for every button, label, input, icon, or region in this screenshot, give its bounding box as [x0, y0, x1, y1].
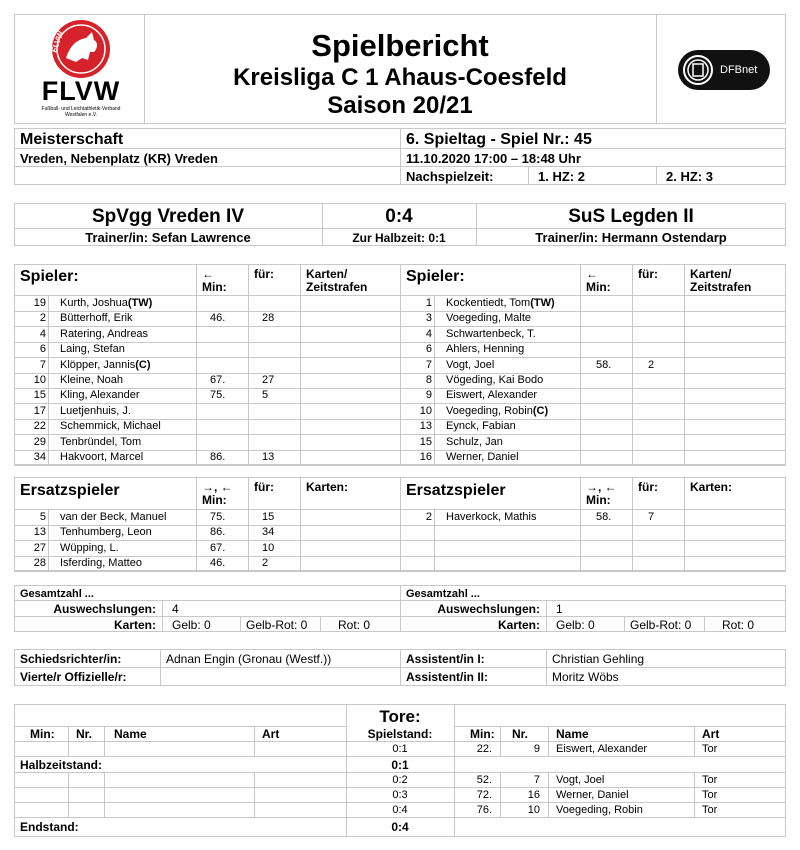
away-yellow-red: Gelb-Rot: 0: [630, 618, 692, 632]
player-name-text: Schemmick, Michael: [60, 420, 161, 433]
player-name: [60, 435, 141, 450]
home-cards-header: Karten/: [306, 267, 348, 281]
player-row: [406, 296, 792, 311]
away-red: Rot: 0: [722, 618, 755, 632]
sub-minute: 86.: [210, 526, 226, 539]
player-number: 10: [33, 374, 46, 386]
player-number: 34: [33, 451, 46, 463]
goal-scorer-number: 7: [533, 774, 540, 786]
player-name-text: Kockentiedt, Tom: [446, 297, 531, 309]
away-goal-name-header: Name: [556, 727, 589, 741]
player-role-tag: (TW): [530, 297, 555, 309]
player-name-text: Laing, Stefan: [60, 343, 125, 356]
home-red: Rot: 0: [338, 618, 371, 632]
svg-text:FLVW: FLVW: [49, 29, 66, 54]
sub-number: 27: [33, 541, 46, 554]
away-penalty-header: Zeitstrafen: [690, 280, 752, 294]
row-divider: [14, 571, 400, 572]
match-datetime: 11.10.2020 17:00 – 18:48 Uhr: [406, 151, 581, 166]
away-cards-count-label: Karten:: [497, 618, 540, 632]
sub-name: van der Beck, Manuel: [60, 511, 167, 523]
goal-scorer-number: 10: [527, 804, 540, 816]
sub-row: [20, 510, 406, 525]
player-row: [20, 450, 406, 465]
away-subs-fuer-header: für:: [638, 480, 658, 494]
player-name-text: Vogt, Joel: [446, 358, 495, 371]
goal-minute: 22.: [476, 743, 492, 755]
home-yellow: Gelb: 0: [172, 618, 211, 632]
away-goal-nr-header: Nr.: [512, 727, 529, 741]
extra-time-label: Nachspielzeit:: [406, 169, 494, 184]
flvw-logo-text: FLVW: [41, 76, 121, 106]
sub-row: [20, 541, 406, 556]
player-number: 6: [39, 343, 46, 356]
player-sub-for: 5: [262, 389, 269, 402]
player-name: [446, 435, 503, 450]
player-name: [60, 404, 131, 419]
goal-minute: 76.: [476, 804, 492, 816]
goal-score-progress: 0:3: [392, 789, 408, 801]
player-number: 9: [425, 389, 432, 402]
player-row: [20, 435, 406, 450]
player-name: [60, 373, 123, 388]
player-name: [446, 373, 543, 388]
sub-row: [20, 525, 406, 540]
row-divider: [400, 556, 786, 557]
player-name: [60, 327, 148, 342]
dfbnet-logo-text: DFBnet: [720, 64, 758, 76]
goal-minute: 52.: [476, 774, 492, 786]
halftime-label: Halbzeitstand:: [20, 758, 103, 772]
player-row: [406, 373, 792, 388]
player-number: 1: [425, 297, 432, 309]
player-row: [406, 358, 792, 373]
player-sub-for: 28: [262, 312, 275, 325]
player-name: [446, 358, 494, 373]
player-name: [446, 404, 548, 419]
player-name-text: Eiswert, Alexander: [446, 389, 538, 402]
player-name-text: Eynck, Fabian: [446, 420, 516, 433]
goal-scorer-name: Voegeding, Robin: [556, 804, 643, 816]
away-goal-min-header: Min:: [470, 727, 495, 741]
player-name: [446, 450, 519, 465]
player-row: [20, 404, 406, 419]
player-row: [406, 450, 792, 465]
assistant2-label: Assistent/in II:: [406, 670, 489, 684]
away-subs-arrows: →, ←: [586, 480, 617, 494]
player-row: [20, 373, 406, 388]
assistant2-name: Moritz Wöbs: [552, 670, 619, 684]
home-goal-nr-header: Nr.: [76, 727, 93, 741]
player-name-text: Hakvoort, Marcel: [60, 451, 144, 463]
player-name: [60, 450, 143, 465]
sub-name: Tenhumberg, Leon: [60, 526, 152, 539]
goal-type: Tor: [702, 789, 718, 801]
player-name-text: Voegeding, Malte: [446, 312, 532, 325]
home-subs-count: 4: [172, 602, 179, 616]
dfb-emblem-icon: [682, 54, 714, 86]
player-number: 4: [425, 327, 432, 340]
row-divider: [400, 525, 786, 526]
player-name-text: Tenbründel, Tom: [60, 435, 142, 448]
player-name-text: Kurth, Joshua: [60, 297, 128, 309]
assistant1-name: Christian Gehling: [552, 652, 645, 666]
sub-number: 2: [425, 511, 432, 523]
season-title: Saison 20/21: [327, 92, 473, 119]
player-row: [20, 342, 406, 357]
flvw-subtext: Fußball- und Leichtathletik-Verband Westfalen e.V.: [41, 106, 121, 118]
player-name-text: Bütterhoff, Erik: [60, 312, 133, 325]
player-name-text: Klöpper, Jannis: [60, 358, 136, 371]
home-yellow-red: Gelb-Rot: 0: [246, 618, 308, 632]
final-label: Endstand:: [20, 820, 79, 834]
player-name-text: Ratering, Andreas: [60, 327, 149, 340]
league-title: Kreisliga C 1 Ahaus-Coesfeld: [233, 64, 567, 91]
home-fuer-header: für:: [254, 267, 274, 281]
player-number: 22: [33, 420, 46, 433]
away-subs-min-header: Min:: [586, 493, 611, 507]
player-sub-minute: 58.: [596, 358, 612, 371]
home-team-name: SpVgg Vreden IV: [91, 206, 245, 227]
home-subs-count-label: Auswechslungen:: [53, 602, 156, 616]
player-name: [446, 419, 516, 434]
home-goal-name-header: Name: [114, 727, 147, 741]
player-name-text: Kleine, Noah: [60, 374, 123, 386]
player-role-tag: (TW): [127, 297, 153, 309]
row-divider: [400, 465, 786, 466]
home-subs-min-header: Min:: [202, 493, 227, 507]
goal-scorer-number: 9: [533, 743, 540, 755]
player-name: [446, 388, 537, 403]
player-name: [60, 388, 140, 403]
row-divider: [400, 540, 786, 541]
sub-number: 28: [33, 557, 46, 570]
fourth-official-label: Vierte/r Offizielle/r:: [20, 670, 127, 684]
player-number: 13: [419, 420, 432, 433]
home-out-arrow: ←: [202, 267, 214, 281]
home-subs-fuer-header: für:: [254, 480, 274, 494]
matchday: 6. Spieltag - Spiel Nr.: 45: [406, 131, 592, 148]
player-name: [446, 327, 536, 342]
sub-row: [406, 510, 792, 525]
player-name: [446, 342, 524, 357]
away-fuer-header: für:: [638, 267, 658, 281]
player-name: [446, 296, 555, 311]
away-goal-art-header: Art: [702, 727, 720, 741]
player-number: 8: [425, 374, 432, 386]
sub-minute: 67.: [210, 541, 226, 554]
sub-minute: 75.: [210, 511, 226, 523]
player-name: [60, 296, 152, 311]
player-name-text: Vögeding, Kai Bodo: [446, 374, 544, 386]
sub-number: 5: [39, 511, 46, 523]
goals-heading: Tore:: [379, 707, 421, 726]
sub-replaces: 15: [262, 511, 275, 523]
sub-minute: 46.: [210, 557, 226, 570]
sub-replaces: 2: [262, 557, 269, 570]
goal-type: Tor: [702, 743, 718, 755]
player-name-text: Schulz, Jan: [446, 435, 503, 448]
player-number: 7: [425, 358, 432, 371]
referee-name: Adnan Engin (Gronau (Westf.)): [166, 652, 332, 666]
player-row: [20, 358, 406, 373]
player-row: [406, 435, 792, 450]
player-row: [20, 296, 406, 311]
player-row: [406, 404, 792, 419]
away-subs-cards-header: Karten:: [690, 480, 733, 494]
sub-row: [20, 556, 406, 571]
player-sub-minute: 75.: [210, 389, 226, 402]
player-name-text: Voegeding, Robin: [446, 404, 533, 417]
player-row: [406, 327, 792, 342]
player-number: 16: [419, 451, 432, 463]
sub-replaces: 34: [262, 526, 275, 539]
sub-name: Isferding, Matteo: [60, 557, 142, 570]
player-number: 3: [425, 312, 432, 325]
away-out-arrow: ←: [586, 267, 598, 281]
home-cards-count-label: Karten:: [113, 618, 156, 632]
player-number: 15: [419, 435, 432, 448]
goal-minute: 72.: [476, 789, 492, 801]
home-goal-min-header: Min:: [30, 727, 55, 741]
away-subs-heading: Ersatzspieler: [406, 482, 506, 499]
player-row: [20, 327, 406, 342]
score-progress-header: Spielstand:: [367, 727, 433, 741]
referee-label: Schiedsrichter/in:: [20, 652, 122, 666]
player-row: [406, 419, 792, 434]
page-title: Spielbericht: [311, 28, 489, 63]
row-divider: [400, 571, 786, 572]
away-min-header: Min:: [586, 280, 611, 294]
halftime-score-value: 0:1: [391, 758, 409, 772]
sub-replaces: 10: [262, 541, 275, 554]
goal-score-progress: 0:4: [392, 804, 408, 816]
player-number: 10: [419, 404, 432, 417]
player-sub-minute: 67.: [210, 374, 226, 386]
player-name: [60, 358, 151, 373]
home-total-heading: Gesamtzahl ...: [20, 588, 94, 600]
extra-time-first-half: 1. HZ: 2: [538, 169, 585, 184]
away-team-name: SuS Legden II: [568, 206, 694, 227]
goal-scorer-number: 16: [527, 789, 540, 801]
row-divider: [14, 465, 400, 466]
player-number: 6: [425, 343, 432, 356]
goal-type: Tor: [702, 804, 718, 816]
competition: Meisterschaft: [20, 131, 124, 148]
player-sub-for: 13: [262, 451, 275, 463]
flvw-logo: [36, 18, 126, 122]
player-name: [60, 419, 161, 434]
sub-name: Wüpping, L.: [60, 541, 119, 554]
goal-scorer-name: Werner, Daniel: [556, 789, 629, 801]
player-number: 15: [33, 389, 46, 402]
player-row: [20, 388, 406, 403]
goal-scorer-name: Vogt, Joel: [556, 774, 605, 786]
player-row: [20, 419, 406, 434]
sub-name: Haverkock, Mathis: [446, 511, 537, 523]
away-yellow: Gelb: 0: [556, 618, 595, 632]
away-coach: Trainer/in: Hermann Ostendarp: [535, 230, 727, 245]
away-subs-count: 1: [556, 602, 563, 616]
player-row: [406, 311, 792, 326]
player-sub-minute: 86.: [210, 451, 226, 463]
player-row: [406, 342, 792, 357]
final-score-value: 0:4: [391, 820, 409, 834]
goal-type: Tor: [702, 774, 718, 786]
player-name: [60, 342, 125, 357]
home-coach: Trainer/in: Sefan Lawrence: [85, 230, 251, 245]
player-number: 7: [39, 358, 46, 371]
player-name-text: Werner, Daniel: [446, 451, 519, 463]
extra-time-second-half: 2. HZ: 3: [666, 169, 713, 184]
player-row: [406, 388, 792, 403]
player-name-text: Luetjenhuis, J.: [60, 404, 131, 417]
home-penalty-header: Zeitstrafen: [306, 280, 368, 294]
player-number: 2: [39, 312, 46, 325]
player-name: [60, 311, 133, 326]
player-row: [20, 311, 406, 326]
home-min-header: Min:: [202, 280, 227, 294]
player-number: 4: [39, 327, 46, 340]
sub-replaces: 7: [648, 511, 655, 523]
away-subs-count-label: Auswechslungen:: [437, 602, 540, 616]
home-subs-cards-header: Karten:: [306, 480, 349, 494]
dfbnet-logo: [678, 50, 770, 90]
home-goal-art-header: Art: [262, 727, 280, 741]
player-sub-for: 2: [648, 358, 655, 371]
player-name: [446, 311, 531, 326]
player-name-text: Kling, Alexander: [60, 389, 140, 402]
away-players-heading: Spieler:: [406, 268, 465, 285]
venue: Vreden, Nebenplatz (KR) Vreden: [20, 151, 218, 166]
assistant1-label: Assistent/in I:: [406, 652, 485, 666]
goal-score-progress: 0:1: [392, 743, 408, 755]
away-total-heading: Gesamtzahl ...: [406, 588, 480, 600]
player-number: 19: [33, 297, 46, 309]
goal-score-progress: 0:2: [392, 774, 408, 786]
home-subs-arrows: →, ←: [202, 480, 233, 494]
sub-minute: 58.: [596, 511, 612, 523]
goal-scorer-name: Eiswert, Alexander: [556, 743, 648, 755]
player-role-tag: (C): [135, 358, 151, 371]
flvw-crest-icon: [36, 18, 126, 80]
home-subs-heading: Ersatzspieler: [20, 482, 120, 499]
final-score: 0:4: [385, 206, 413, 227]
player-role-tag: (C): [532, 404, 549, 417]
sub-number: 13: [33, 526, 46, 539]
player-name-text: Ahlers, Henning: [446, 343, 525, 356]
home-players-heading: Spieler:: [20, 268, 79, 285]
player-number: 29: [33, 435, 46, 448]
player-sub-for: 27: [262, 374, 275, 386]
away-cards-header: Karten/: [690, 267, 732, 281]
player-number: 17: [33, 404, 46, 417]
halftime-score: Zur Halbzeit: 0:1: [352, 231, 446, 245]
player-sub-minute: 46.: [210, 312, 226, 325]
player-name-text: Schwartenbeck, T.: [446, 327, 536, 340]
